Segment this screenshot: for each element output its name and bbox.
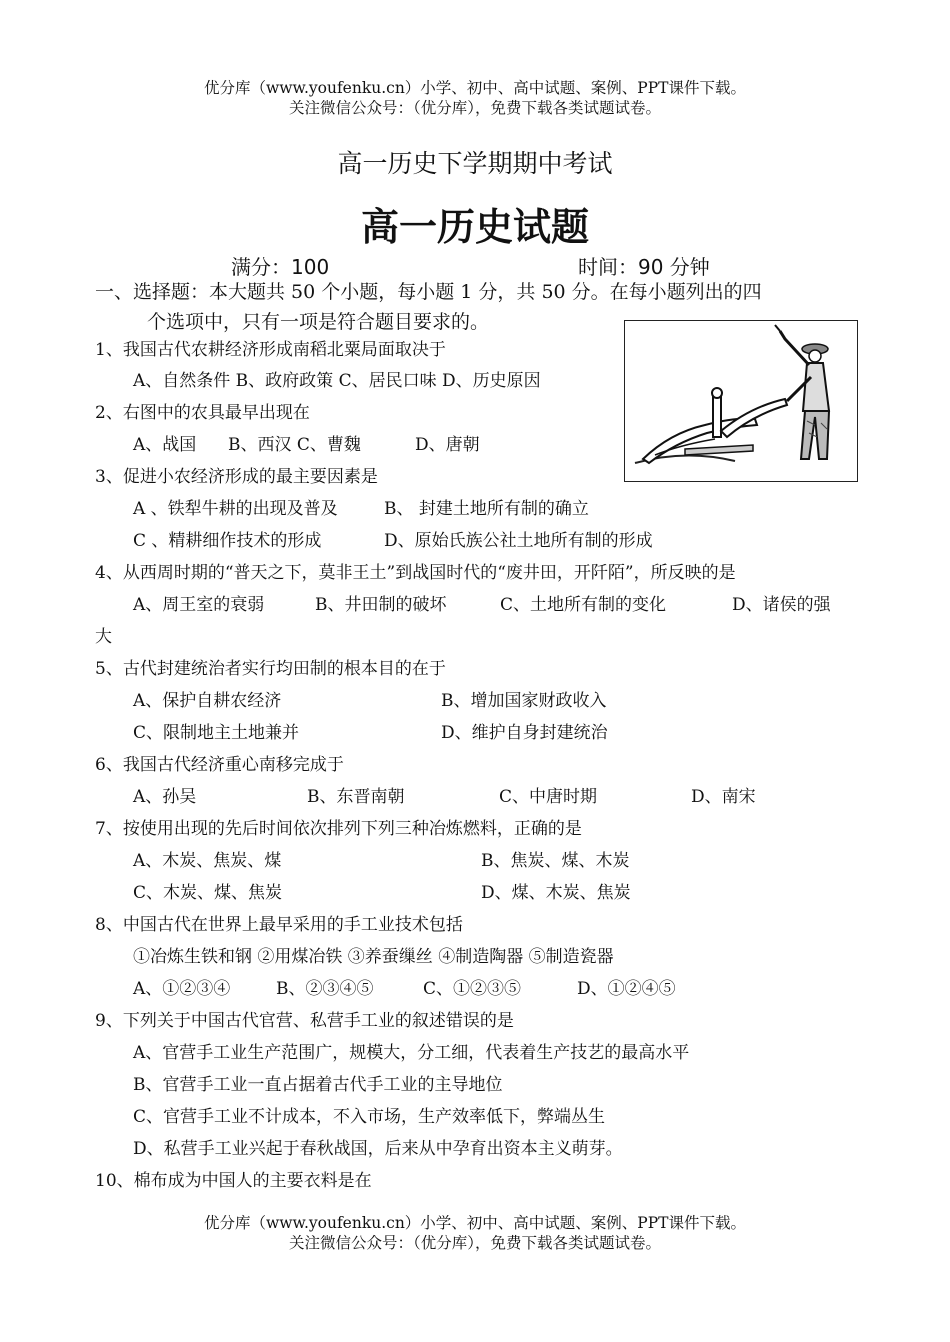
q8-option-b: B、②③④⑤ <box>276 979 374 999</box>
q7-stem: 7、按使用出现的先后时间依次排列下列三种冶炼燃料，正确的是 <box>95 819 582 839</box>
q9-option-a: A、官营手工业生产范围广，规模大，分工细，代表着生产技艺的最高水平 <box>133 1043 690 1063</box>
q4-option-c: C、土地所有制的变化 <box>500 595 667 615</box>
q2-option-b: B、西汉 C、曹魏 <box>228 435 361 455</box>
q3-stem: 3、促进小农经济形成的最主要因素是 <box>95 467 378 487</box>
q9-option-d: D、私营手工业兴起于春秋战国，后来从中孕育出资本主义萌芽。 <box>133 1139 623 1159</box>
q10-stem: 10、棉布成为中国人的主要衣料是在 <box>95 1171 372 1191</box>
section-instruction-2: 个选项中，只有一项是符合题目要求的。 <box>147 311 490 333</box>
q8-items: ①冶炼生铁和钢 ②用煤冶铁 ③养蚕缫丝 ④制造陶器 ⑤制造瓷器 <box>133 947 614 967</box>
q4-option-d: D、诸侯的强 <box>732 595 831 615</box>
q9-stem: 9、下列关于中国古代官营、私营手工业的叙述错误的是 <box>95 1011 514 1031</box>
q5-option-a: A、保护自耕农经济 <box>133 691 282 711</box>
exam-subtitle: 高一历史试题 <box>360 205 589 249</box>
q4-stem: 4、从西周时期的“普天之下，莫非王土”到战国时代的“废井田，开阡陌”，所反映的是 <box>95 563 736 583</box>
q5-option-b: B、增加国家财政收入 <box>441 691 607 711</box>
q4-option-a: A、周王室的衰弱 <box>133 595 265 615</box>
q6-option-d: D、南宋 <box>691 787 756 807</box>
q7-option-a: A、木炭、焦炭、煤 <box>133 851 282 871</box>
q8-option-c: C、①②③⑤ <box>423 979 522 999</box>
q1-stem: 1、我国古代农耕经济形成南稻北粟局面取决于 <box>95 340 446 360</box>
q2-option-a: A、战国 <box>133 435 197 455</box>
q7-option-c: C、木炭、煤、焦炭 <box>133 883 283 903</box>
q6-option-b: B、东晋南朝 <box>307 787 405 807</box>
q3-option-a: A 、铁犁牛耕的出现及普及 <box>133 499 338 519</box>
q6-stem: 6、我国古代经济重心南移完成于 <box>95 755 344 775</box>
q8-option-a: A、①②③④ <box>133 979 231 999</box>
footer-line-1: 优分库（www.youfenku.cn）小学、初中、高中试题、案例、PPT课件下载。 <box>203 1214 747 1232</box>
q6-option-a: A、孙吴 <box>133 787 197 807</box>
exam-time: 时间：90 分钟 <box>578 255 710 279</box>
ancient-plow-figure-icon <box>625 321 857 481</box>
exam-title: 高一历史下学期期中考试 <box>337 149 613 178</box>
q2-option-d: D、唐朝 <box>415 435 480 455</box>
q6-option-c: C、中唐时期 <box>499 787 598 807</box>
q7-option-d: D、煤、木炭、焦炭 <box>481 883 631 903</box>
header-line-2: 关注微信公众号：（优分库），免费下载各类试题试卷。 <box>288 99 661 117</box>
q5-stem: 5、古代封建统治者实行均田制的根本目的在于 <box>95 659 446 679</box>
footer-line-2: 关注微信公众号：（优分库），免费下载各类试题试卷。 <box>288 1234 661 1252</box>
q1-options: A、自然条件 B、政府政策 C、居民口味 D、历史原因 <box>133 371 541 391</box>
q4-option-d-continued: 大 <box>95 627 112 647</box>
q9-option-c: C、官营手工业不计成本，不入市场，生产效率低下，弊端丛生 <box>133 1107 606 1127</box>
q7-option-b: B、焦炭、煤、木炭 <box>481 851 630 871</box>
q3-option-b: B、 封建土地所有制的确立 <box>384 499 589 519</box>
q3-option-d: D、原始氏族公社土地所有制的形成 <box>384 531 653 551</box>
full-score: 满分：100 <box>231 255 330 279</box>
q5-option-c: C、限制地主土地兼并 <box>133 723 300 743</box>
q8-stem: 8、中国古代在世界上最早采用的手工业技术包括 <box>95 915 463 935</box>
plow-picture <box>624 320 858 482</box>
q4-option-b: B、井田制的破坏 <box>315 595 447 615</box>
q3-option-c: C 、精耕细作技术的形成 <box>133 531 322 551</box>
q5-option-d: D、维护自身封建统治 <box>441 723 608 743</box>
header-line-1: 优分库（www.youfenku.cn）小学、初中、高中试题、案例、PPT课件下载。 <box>203 79 747 97</box>
section-instruction-1: 一、选择题：本大题共 50 个小题，每小题 1 分，共 50 分。在每小题列出的四 <box>95 281 762 303</box>
q2-stem: 2、右图中的农具最早出现在 <box>95 403 310 423</box>
q9-option-b: B、官营手工业一直占据着古代手工业的主导地位 <box>133 1075 503 1095</box>
q8-option-d: D、①②④⑤ <box>577 979 676 999</box>
